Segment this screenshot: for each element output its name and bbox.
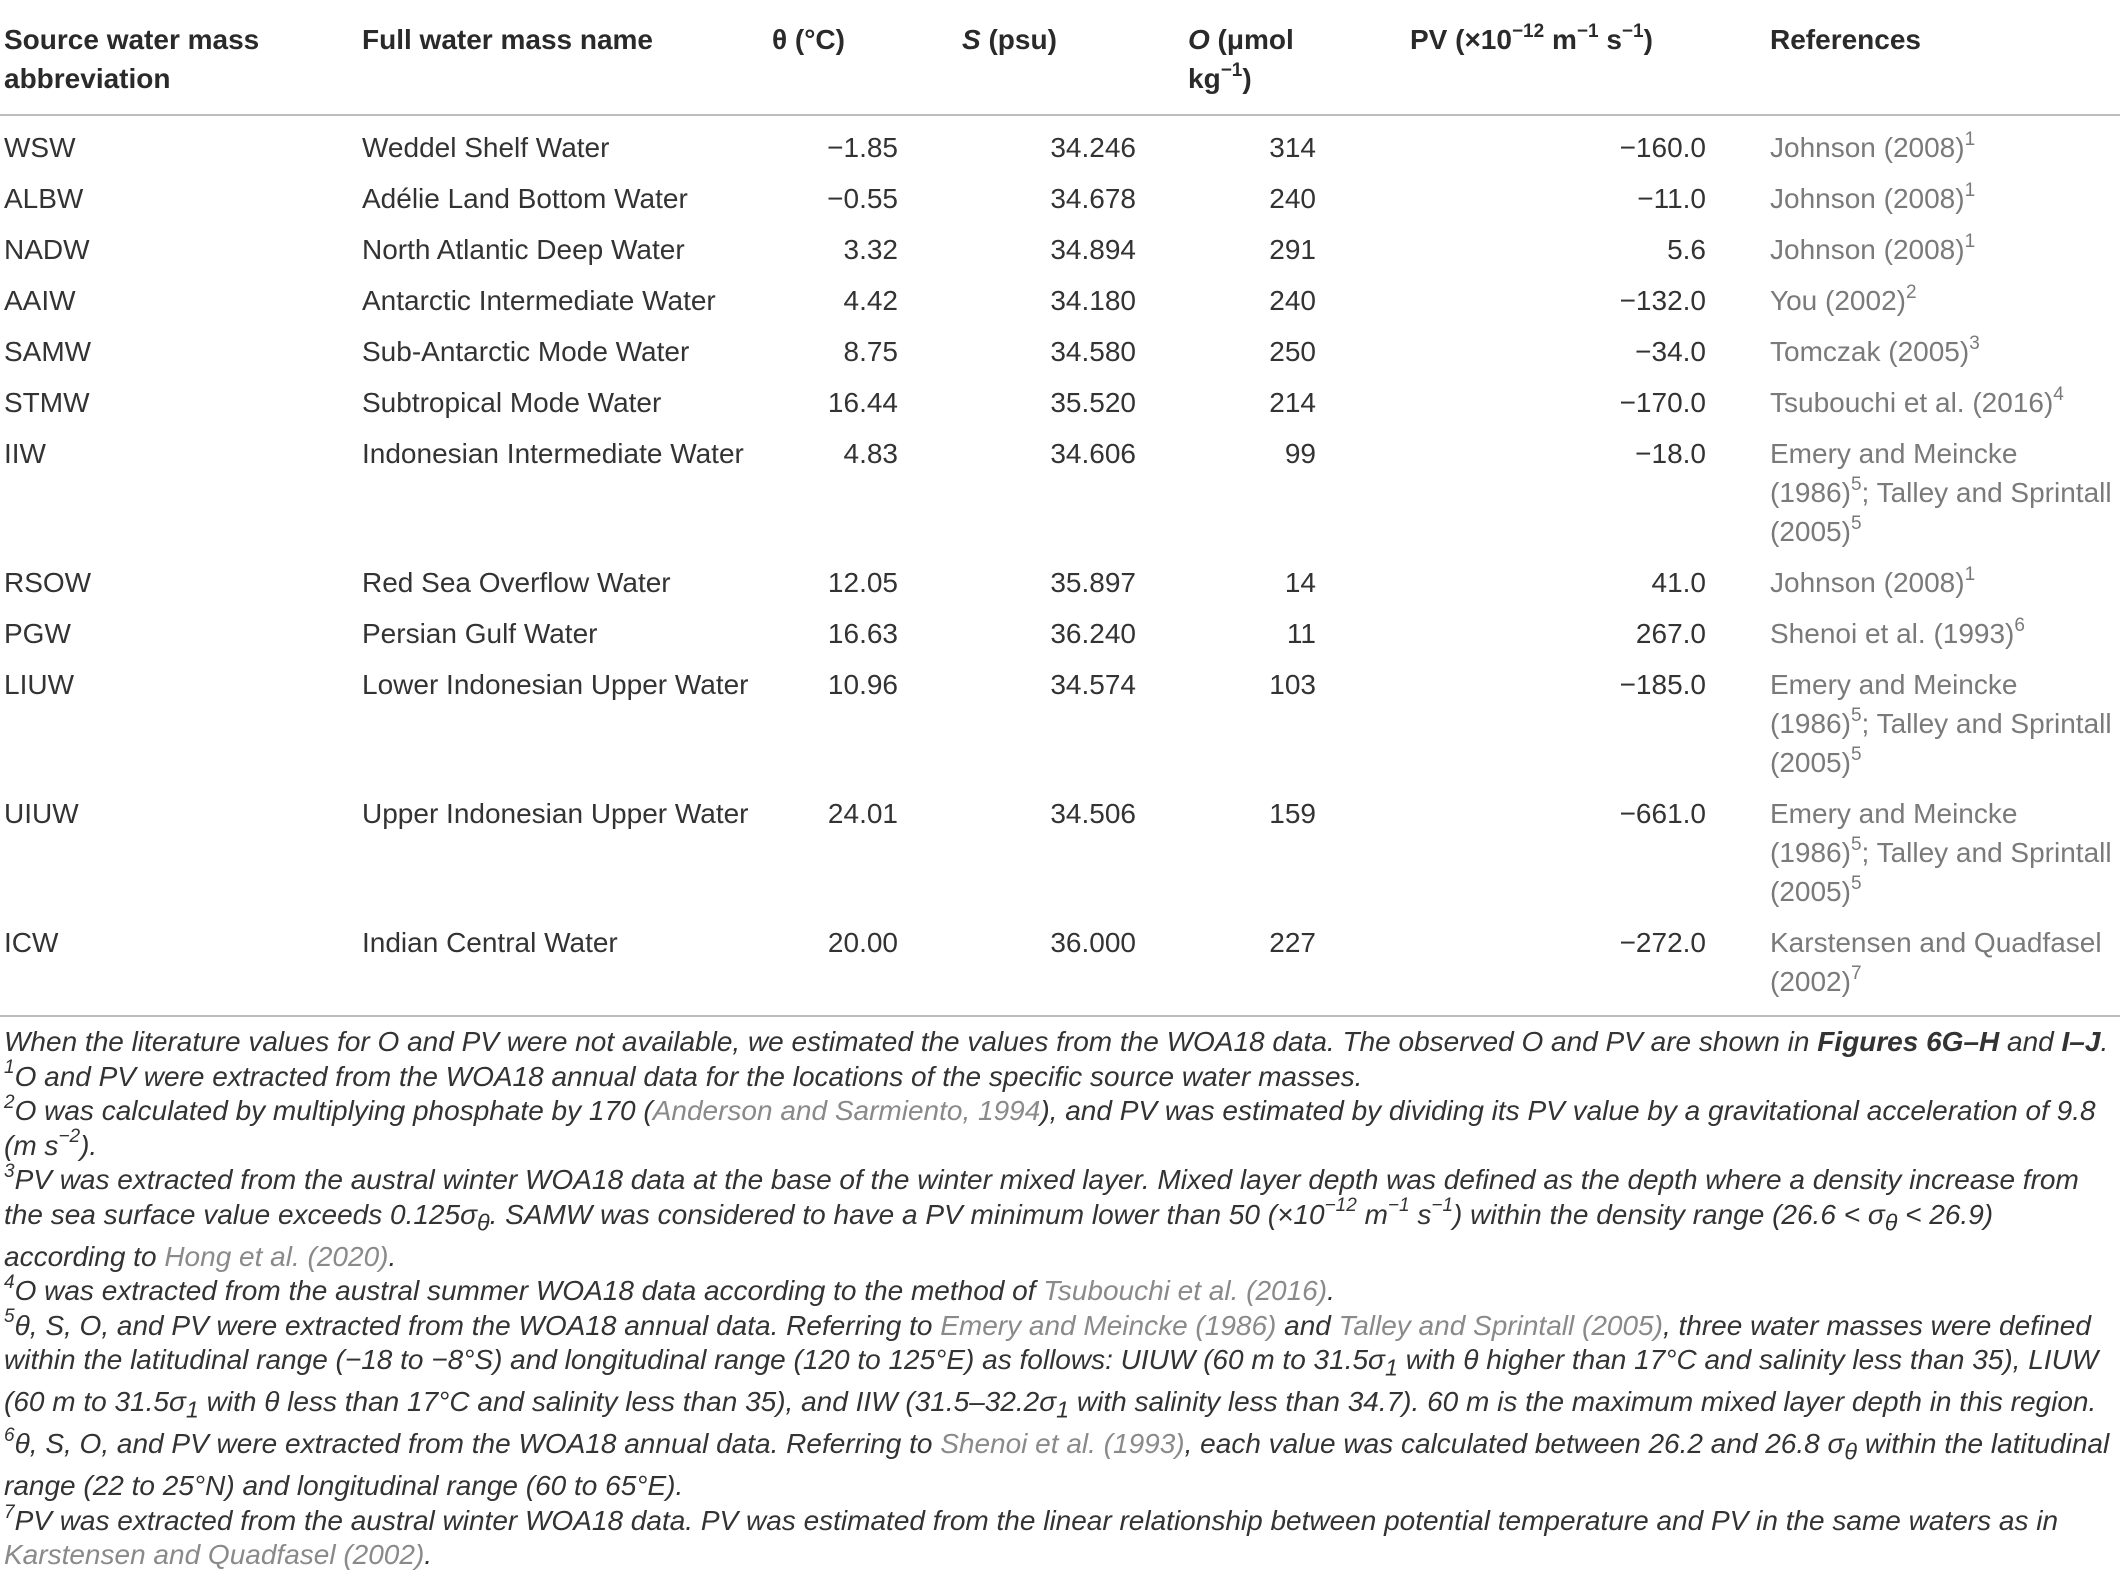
- cell-references: [1722, 377, 2120, 428]
- cell-theta: 20.00: [827, 927, 898, 958]
- cell-oxygen: 291: [1269, 234, 1316, 265]
- table-row: [0, 659, 2120, 788]
- cell-salinity: 34.574: [1050, 669, 1136, 700]
- table-row: [0, 115, 2120, 173]
- cell-salinity: 34.606: [1050, 438, 1136, 469]
- reference-link[interactable]: Tsubouchi et al. (2016): [1770, 387, 2054, 418]
- cell-abbreviation: IIW: [4, 438, 46, 469]
- reference-footnote-marker: 5: [1850, 473, 1862, 495]
- header-row: [0, 0, 2120, 115]
- header-pv: PV ($\times 10^{-12}$ $m^{-1}$ $s^{-1}$): [1410, 20, 1653, 55]
- footnote-1: $^1$O and PV were extracted from the WOA18 annual data for the locations of the specific source water masses.: [4, 1057, 1363, 1092]
- cell-full-name: Lower Indonesian Upper Water: [362, 669, 749, 700]
- reference-footnote-marker: 7: [1850, 962, 1862, 984]
- cell-theta: 16.44: [827, 387, 898, 418]
- reference-link[interactable]: Emery and Meincke (1986): [1770, 438, 2018, 508]
- reference-link[interactable]: Johnson (2008): [1770, 234, 1965, 265]
- cell-oxygen: 240: [1269, 285, 1316, 316]
- cell-salinity: 35.520: [1050, 387, 1136, 418]
- footnote-general: When the literature values for O and PV were not available, we estimated the values from the WOA18 data. The observed O and PV are shown in Figures 6G–H and I–J.: [4, 1026, 2109, 1057]
- footnote-2: $^2$O was calculated by multiplying phosphate by 170 (Anderson and Sarmiento, 1994), and PV was estimated by dividing its PV value by a gravitational acceleration of 9.8 (m $s^{-2}$).: [4, 1091, 2096, 1161]
- cell-full-name: Weddel Shelf Water: [362, 132, 610, 163]
- cell-full-name: Adélie Land Bottom Water: [362, 183, 688, 214]
- reference-footnote-marker: 1: [1964, 563, 1976, 585]
- cell-abbreviation: PGW: [4, 618, 71, 649]
- reference-link[interactable]: ; Talley and Sprintall (2005): [1770, 477, 2112, 547]
- cell-pv: −170.0: [1619, 387, 1706, 418]
- cell-abbreviation: SAMW: [4, 336, 92, 367]
- reference-link[interactable]: You (2002): [1770, 285, 1906, 316]
- cell-abbreviation: STMW: [4, 387, 90, 418]
- table-row: [0, 224, 2120, 275]
- cell-full-name: Indian Central Water: [362, 927, 618, 958]
- table-row: [0, 377, 2120, 428]
- reference-footnote-marker: 5: [1850, 872, 1862, 894]
- cell-abbreviation: LIUW: [4, 669, 74, 700]
- reference-link[interactable]: Johnson (2008): [1770, 132, 1965, 163]
- table-body: [0, 115, 2120, 1016]
- footnote-4: $^4$O was extracted from the austral summer WOA18 data according to the method of Tsubouchi et al. (2016).: [4, 1271, 1335, 1307]
- cell-oxygen: 99: [1284, 438, 1316, 469]
- cell-abbreviation: ICW: [4, 927, 59, 958]
- reference-footnote-marker: 1: [1964, 128, 1976, 150]
- cell-pv: 41.0: [1651, 567, 1706, 598]
- cell-full-name: North Atlantic Deep Water: [362, 234, 685, 265]
- cell-abbreviation: WSW: [4, 132, 76, 163]
- reference-link[interactable]: Emery and Meincke (1986): [1770, 798, 2018, 868]
- table-header: [0, 0, 2120, 115]
- citation-link[interactable]: Karstensen and Quadfasel (2002): [4, 1539, 425, 1571]
- cell-references: [1722, 173, 2120, 224]
- header-references: References: [1770, 24, 1921, 55]
- cell-references: [1722, 428, 2120, 557]
- cell-pv: −34.0: [1635, 336, 1706, 367]
- cell-theta: 12.05: [827, 567, 898, 598]
- cell-oxygen: 214: [1269, 387, 1316, 418]
- header-oxygen: O (μmol $kg^{-1}$): [1188, 24, 1294, 94]
- cell-oxygen: 159: [1269, 798, 1316, 829]
- reference-link[interactable]: ; Talley and Sprintall (2005): [1770, 837, 2112, 907]
- citation-link[interactable]: Talley and Sprintall (2005): [1338, 1309, 1663, 1341]
- cell-abbreviation: UIUW: [4, 798, 79, 829]
- cell-oxygen: 314: [1269, 132, 1316, 163]
- reference-footnote-marker: 1: [1964, 230, 1976, 252]
- reference-footnote-marker: 5: [1850, 743, 1862, 765]
- table-row: [0, 788, 2120, 917]
- table-row: [0, 275, 2120, 326]
- cell-oxygen: 11: [1286, 618, 1316, 649]
- table-row: [0, 173, 2120, 224]
- header-salinity: S (psu): [962, 24, 1057, 55]
- reference-link[interactable]: Johnson (2008): [1770, 567, 1965, 598]
- cell-references: [1722, 557, 2120, 608]
- cell-theta: 24.01: [827, 798, 898, 829]
- cell-references: [1722, 224, 2120, 275]
- cell-abbreviation: RSOW: [4, 567, 92, 598]
- cell-pv: −18.0: [1635, 438, 1706, 469]
- cell-full-name: Upper Indonesian Upper Water: [362, 798, 749, 829]
- cell-references: [1722, 788, 2120, 917]
- cell-full-name: Persian Gulf Water: [362, 618, 598, 649]
- cell-references: [1722, 115, 2120, 173]
- cell-pv: 5.6: [1667, 234, 1706, 265]
- citation-link[interactable]: Emery and Meincke (1986): [940, 1309, 1277, 1341]
- reference-footnote-marker: 6: [2014, 614, 2025, 636]
- cell-pv: −661.0: [1619, 798, 1706, 829]
- cell-theta: 16.63: [827, 618, 898, 649]
- cell-oxygen: 227: [1269, 927, 1316, 958]
- table-row: [0, 608, 2120, 659]
- cell-references: [1722, 917, 2120, 1016]
- cell-full-name: Sub-Antarctic Mode Water: [362, 336, 690, 367]
- cell-full-name: Indonesian Intermediate Water: [362, 438, 744, 469]
- cell-theta: 10.96: [827, 669, 898, 700]
- cell-salinity: 34.180: [1050, 285, 1136, 316]
- reference-footnote-marker: 1: [1964, 179, 1976, 201]
- cell-theta: −1.85: [827, 132, 898, 163]
- cell-oxygen: 250: [1269, 336, 1316, 367]
- cell-oxygen: 103: [1269, 669, 1316, 700]
- cell-pv: −160.0: [1619, 132, 1706, 163]
- reference-footnote-marker: 4: [2053, 383, 2064, 405]
- reference-footnote-marker: 3: [1969, 332, 1980, 354]
- reference-footnote-marker: 5: [1850, 833, 1862, 855]
- cell-abbreviation: NADW: [4, 234, 90, 265]
- reference-link[interactable]: Tomczak (2005): [1770, 336, 1970, 367]
- table-footnotes: [0, 1017, 2120, 1573]
- cell-theta: 8.75: [843, 336, 898, 367]
- reference-footnote-marker: 2: [1905, 281, 1917, 303]
- footnote-5: $^5$θ, S, O, and PV were extracted from the WOA18 annual data. Referring to Emery and Meincke (1986) and Talley and Sprintall (2005), three water masses were defined within the latitudinal range (−18 to −8°S) and longitudinal range (120 to 125°E) as follows: UIUW (60 m to $31.5\sigma_1$ with θ higher than 17°C and salinity less than 35), LIUW (60 m to $31.5\sigma_1$ with θ less than 17°C and salinity less than 35), and IIW ($31.5-32.2\sigma_1$ with salinity less than 34.7). 60 m is the maximum mixed layer depth in this region.: [4, 1306, 2099, 1423]
- cell-oxygen: 240: [1269, 183, 1316, 214]
- cell-references: [1722, 326, 2120, 377]
- reference-link[interactable]: Johnson (2008): [1770, 183, 1965, 214]
- reference-link[interactable]: Shenoi et al. (1993): [1770, 618, 2015, 649]
- cell-pv: 267.0: [1635, 618, 1706, 649]
- cell-salinity: 34.246: [1050, 132, 1136, 163]
- cell-theta: 3.32: [843, 234, 898, 265]
- cell-pv: −132.0: [1619, 285, 1706, 316]
- cell-salinity: 34.506: [1050, 798, 1136, 829]
- footnote-7: $^7$PV was extracted from the austral winter WOA18 data. PV was estimated from the linear relationship between potential temperature and PV in the same waters as in Karstensen and Quadfasel (2002).: [4, 1501, 2059, 1571]
- footnote-6: $^6$θ, S, O, and PV were extracted from the WOA18 annual data. Referring to Shenoi et al. (1993), each value was calculated between 26.2 and 26.8 $\sigma_\theta$ within the latitudinal range (22 to 25°N) and longitudinal range (60 to 65°E).: [4, 1424, 2110, 1502]
- cell-full-name: Antarctic Intermediate Water: [362, 285, 716, 316]
- cell-salinity: 34.580: [1050, 336, 1136, 367]
- reference-link[interactable]: Karstensen and Quadfasel (2002): [1770, 927, 2102, 997]
- cell-references: [1722, 608, 2120, 659]
- cell-salinity: 35.897: [1050, 567, 1136, 598]
- cell-salinity: 36.000: [1050, 927, 1136, 958]
- cell-theta: 4.42: [843, 285, 898, 316]
- cell-references: [1722, 659, 2120, 788]
- cell-pv: −272.0: [1619, 927, 1706, 958]
- header-theta: θ (°C): [772, 24, 845, 55]
- table-row: [0, 428, 2120, 557]
- cell-theta: −0.55: [827, 183, 898, 214]
- table-row: [0, 557, 2120, 608]
- cell-oxygen: 14: [1284, 567, 1316, 598]
- header-abbreviation: Source water mass abbreviation: [4, 24, 260, 94]
- cell-abbreviation: AAIW: [4, 285, 76, 316]
- citation-link[interactable]: Anderson and Sarmiento, 1994: [652, 1095, 1041, 1126]
- cell-pv: −11.0: [1637, 183, 1706, 214]
- citation-link[interactable]: Tsubouchi et al. (2016): [1043, 1275, 1328, 1307]
- cell-salinity: 36.240: [1050, 618, 1136, 649]
- citation-link[interactable]: Shenoi et al. (1993): [940, 1428, 1185, 1460]
- cell-full-name: Subtropical Mode Water: [362, 387, 662, 418]
- cell-abbreviation: ALBW: [4, 183, 84, 214]
- citation-link[interactable]: Hong et al. (2020): [164, 1240, 389, 1272]
- cell-salinity: 34.894: [1050, 234, 1136, 265]
- reference-link[interactable]: Emery and Meincke (1986): [1770, 669, 2018, 739]
- cell-references: [1722, 275, 2120, 326]
- table-row: [0, 917, 2120, 1016]
- header-full-name: Full water mass name: [362, 24, 654, 55]
- table-row: [0, 326, 2120, 377]
- cell-salinity: 34.678: [1050, 183, 1136, 214]
- cell-theta: 4.83: [843, 438, 898, 469]
- cell-pv: −185.0: [1619, 669, 1706, 700]
- reference-footnote-marker: 5: [1850, 704, 1862, 726]
- footnote-3: $^3$PV was extracted from the austral winter WOA18 data at the base of the winter mixed layer. Mixed layer depth was defined as the depth where a density increase from the sea surface value exceeds $0.125\sigma_\theta$. SAMW was considered to have a PV minimum lower than 50 ($\times 10^{-12}$ $m^{-1}$ $s^{-1}$) within the density range $(26.6 < \sigma_\theta < 26.9)$ according to Hong et al. (2020).: [4, 1160, 2079, 1272]
- reference-footnote-marker: 5: [1850, 512, 1862, 534]
- cell-full-name: Red Sea Overflow Water: [362, 567, 671, 598]
- reference-link[interactable]: ; Talley and Sprintall (2005): [1770, 708, 2112, 778]
